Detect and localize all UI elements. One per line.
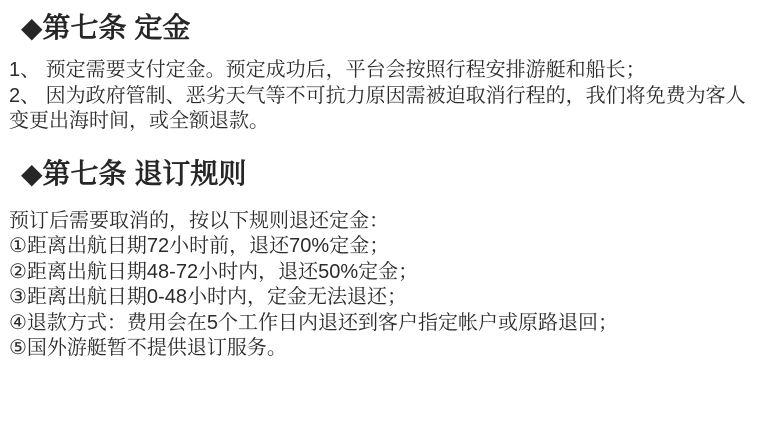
section-heading-deposit xyxy=(21,10,770,46)
cancellation-rule-4: ④退款方式：费用会在5个工作日内退还到客户指定帐户或原路退回； xyxy=(9,311,619,334)
cancellation-rule-3: ③距离出航日期0-48小时内，定金无法退还； xyxy=(9,286,407,308)
diamond-bullet-icon: ◆ xyxy=(21,157,43,189)
cancellation-rule-5: ⑤国外游艇暂不提供退订服务。 xyxy=(9,337,287,359)
section-heading-cancellation xyxy=(21,156,770,192)
diamond-bullet-icon: ◆ xyxy=(21,12,43,43)
section-heading-cancellation-label: 第七条 退订规则 xyxy=(42,157,247,189)
deposit-term-line-2: 2、 因为政府管制、恶劣天气等不可抗力原因需被迫取消行程的，我们将免费为客人 xyxy=(9,84,746,107)
section-heading-deposit-label: 第七条 定金 xyxy=(42,12,191,43)
deposit-terms-list xyxy=(9,58,770,135)
deposit-term-line-3: 变更出海时间，或全额退款。 xyxy=(9,110,269,132)
deposit-term-line-1: 1、 预定需要支付定金。预定成功后，平台会按照行程安排游艇和船长； xyxy=(9,59,646,81)
cancellation-rule-1: ①距离出航日期72小时前，退还70%定金； xyxy=(9,235,390,257)
cancellation-rule-intro: 预订后需要取消的，按以下规则退还定金： xyxy=(9,209,389,232)
cancellation-rule-2: ②距离出航日期48-72小时内，退还50%定金； xyxy=(9,260,419,283)
cancellation-rules-list xyxy=(9,209,770,362)
